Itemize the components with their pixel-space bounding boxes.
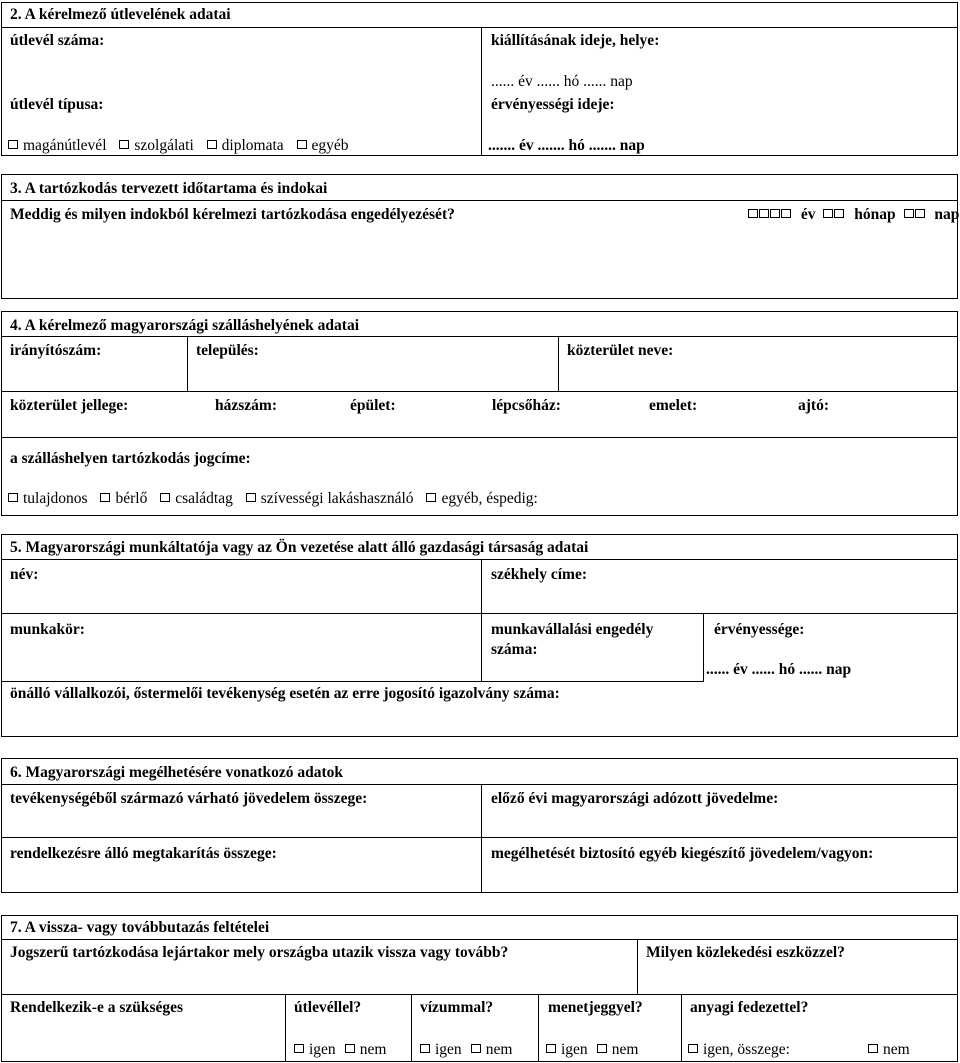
duration-question: Meddig és milyen indokból kérelmezi tartózkodása engedélyezését?	[10, 206, 455, 223]
checkbox-icon[interactable]	[119, 140, 129, 149]
savings-label: rendelkezésre álló megtakarítás összege:	[10, 845, 277, 862]
section-2-column-divider	[481, 27, 482, 155]
day-label: nap	[934, 206, 960, 223]
address-row-divider	[1, 391, 958, 392]
checkbox-icon[interactable]	[688, 1044, 698, 1053]
digit-box-icon[interactable]	[770, 209, 780, 218]
passport-no-option[interactable]	[345, 1041, 387, 1058]
year-label: év	[800, 206, 816, 223]
checkbox-icon[interactable]	[207, 140, 217, 149]
option-label: magánútlevél	[23, 137, 107, 154]
checkbox-icon[interactable]	[8, 140, 18, 149]
no-label: nem	[883, 1041, 910, 1058]
no-label: nem	[485, 1041, 513, 1058]
ticket-no-option[interactable]	[597, 1041, 639, 1058]
visa-no-option[interactable]	[471, 1041, 513, 1058]
yes-label: igen	[309, 1041, 336, 1058]
option-label: bérlő	[115, 490, 148, 507]
staircase-label: lépcsőház:	[492, 397, 561, 414]
ticket-yes-option[interactable]	[546, 1041, 588, 1058]
checkbox-icon[interactable]	[471, 1044, 481, 1053]
section-7-title-divider	[1, 939, 958, 940]
validity-label: érvényességi ideje:	[491, 96, 615, 113]
funds-no-option[interactable]	[868, 1041, 910, 1059]
digit-box-icon[interactable]	[904, 209, 914, 218]
section-5-box	[1, 534, 958, 737]
month-label: hónap	[854, 206, 896, 223]
house-number-label: házszám:	[215, 397, 277, 414]
position-row-divider	[1, 681, 704, 682]
checkbox-icon[interactable]	[868, 1044, 878, 1053]
requirement-divider-4	[681, 994, 682, 1062]
digit-box-icon[interactable]	[748, 209, 758, 218]
checkbox-icon[interactable]	[420, 1044, 430, 1053]
ticket-requirement-label: menetjeggyel?	[548, 999, 643, 1016]
section-4-title-divider	[1, 336, 958, 337]
checkbox-icon[interactable]	[100, 493, 110, 502]
checkbox-icon[interactable]	[345, 1044, 355, 1053]
requirement-divider-3	[538, 994, 539, 1062]
option-label: tulajdonos	[23, 490, 88, 507]
floor-label: emelet:	[649, 397, 698, 414]
passport-yes-no	[294, 1041, 386, 1059]
legal-basis-options	[8, 490, 547, 508]
issue-date-placeholder: ...... év ...... hó ...... nap	[491, 73, 633, 90]
checkbox-icon[interactable]	[426, 493, 436, 502]
door-label: ajtó:	[798, 397, 829, 414]
street-name-label: közterület neve:	[567, 342, 674, 359]
previous-year-income-label: előző évi magyarországi adózott jövedelme:	[491, 790, 779, 807]
section-6-title: 6. Magyarországi megélhetésére vonatkozó adatok	[10, 764, 344, 781]
digit-box-icon[interactable]	[781, 209, 791, 218]
employer-seat-label: székhely címe:	[491, 566, 587, 583]
checkbox-icon[interactable]	[160, 493, 170, 502]
street-type-row-divider	[1, 437, 958, 438]
section-3-title: 3. A tartózkodás tervezett időtartama és indokai	[10, 180, 328, 197]
section-5-title: 5. Magyarországi munkáltatója vagy az Ön vezetése alatt álló gazdasági társaság adatai	[10, 539, 589, 556]
option-private-passport[interactable]	[8, 137, 107, 154]
permit-validity-label: érvényessége:	[714, 621, 805, 638]
issue-label: kiállításának ideje, helye:	[491, 32, 660, 49]
requirement-divider-2	[411, 994, 412, 1062]
city-label: település:	[196, 342, 259, 359]
day-boxes[interactable]	[904, 206, 926, 223]
option-diplomatic-passport[interactable]	[207, 137, 284, 154]
option-family-member[interactable]	[160, 490, 233, 507]
checkbox-icon[interactable]	[246, 493, 256, 502]
month-boxes[interactable]	[823, 206, 845, 223]
checkbox-icon[interactable]	[8, 493, 18, 502]
option-service-passport[interactable]	[119, 137, 193, 154]
entrepreneur-license-label: önálló vállalkozói, őstermelői tevékenység esetén az erre jogosító igazolvány száma:	[10, 685, 560, 702]
transport-question: Milyen közlekedési eszközzel?	[646, 944, 845, 961]
passport-type-label: útlevél típusa:	[10, 96, 104, 113]
validity-date-placeholder: ....... év ....... hó ....... nap	[488, 137, 645, 154]
building-label: épület:	[350, 397, 396, 414]
checkbox-icon[interactable]	[297, 140, 307, 149]
legal-basis-label: a szálláshelyen tartózkodás jogcíme:	[10, 450, 251, 467]
permit-validity-divider	[703, 613, 704, 681]
destination-row-divider	[1, 994, 958, 995]
other-income-label: megélhetését biztosító egyéb kiegészítő jövedelem/vagyon:	[491, 845, 874, 862]
option-label: diplomata	[221, 137, 284, 154]
expected-income-label: tevékenységéből származó várható jövedelem összege:	[10, 790, 368, 807]
section-7-title: 7. A vissza- vagy továbbutazás feltételei	[10, 919, 270, 936]
yes-amount-label: igen, összege:	[703, 1041, 790, 1058]
option-other-passport[interactable]	[297, 137, 349, 154]
option-label: egyéb, éspedig:	[441, 490, 538, 507]
section-2-title-divider	[1, 27, 958, 28]
work-permit-label-line1: munkavállalási engedély	[491, 621, 654, 638]
option-label: szolgálati	[134, 137, 194, 154]
passport-yes-option[interactable]	[294, 1041, 336, 1058]
employer-name-label: név:	[10, 566, 39, 583]
passport-requirement-label: útlevéllel?	[294, 999, 362, 1016]
checkbox-icon[interactable]	[597, 1044, 607, 1053]
name-seat-divider	[481, 559, 482, 681]
digit-box-icon[interactable]	[759, 209, 769, 218]
zip-label: irányítószám:	[10, 342, 102, 359]
checkbox-icon[interactable]	[294, 1044, 304, 1053]
checkbox-icon[interactable]	[546, 1044, 556, 1053]
city-street-divider	[558, 336, 559, 391]
option-label: családtag	[175, 490, 233, 507]
employer-row-divider	[1, 613, 958, 614]
permit-validity-date-placeholder: ...... év ...... hó ...... nap	[706, 661, 852, 678]
option-other[interactable]	[426, 490, 537, 507]
ticket-yes-no	[546, 1041, 638, 1059]
option-tenant[interactable]	[100, 490, 147, 507]
passport-type-options	[8, 137, 358, 155]
zip-city-divider	[187, 336, 188, 391]
job-position-label: munkakör:	[10, 621, 85, 638]
work-permit-label-line2: száma:	[491, 641, 538, 658]
funds-requirement-label: anyagi fedezettel?	[690, 999, 809, 1016]
section-4-title: 4. A kérelmező magyarországi szálláshelyének adatai	[10, 317, 359, 334]
no-label: nem	[611, 1041, 639, 1058]
section-6-column-divider	[481, 784, 482, 892]
no-label: nem	[359, 1041, 387, 1058]
yes-label: igen	[561, 1041, 588, 1058]
option-owner[interactable]	[8, 490, 88, 507]
destination-question: Jogszerű tartózkodása lejártakor mely országba utazik vissza vagy tovább?	[10, 944, 509, 961]
visa-requirement-label: vízummal?	[420, 999, 494, 1016]
section-3-title-divider	[1, 200, 958, 201]
passport-number-label: útlevél száma:	[10, 32, 105, 49]
option-favor-use[interactable]	[246, 490, 414, 507]
year-boxes[interactable]	[748, 206, 792, 223]
yes-label: igen	[435, 1041, 462, 1058]
option-label: szívességi lakáshasználó	[260, 490, 414, 507]
funds-yes-option[interactable]	[688, 1041, 790, 1059]
digit-box-icon[interactable]	[915, 209, 925, 218]
destination-transport-divider	[637, 939, 638, 994]
section-2-title: 2. A kérelmező útlevelének adatai	[10, 6, 231, 23]
visa-yes-no	[420, 1041, 512, 1059]
section-2-box	[1, 2, 958, 156]
section-7-box	[1, 915, 958, 1062]
duration-fields	[748, 206, 959, 224]
option-label: egyéb	[311, 137, 349, 154]
section-5-title-divider	[1, 559, 958, 560]
requirements-label: Rendelkezik-e a szükséges	[10, 999, 184, 1016]
visa-yes-option[interactable]	[420, 1041, 462, 1058]
digit-box-icon[interactable]	[823, 209, 833, 218]
section-6-title-divider	[1, 784, 958, 785]
digit-box-icon[interactable]	[834, 209, 844, 218]
income-row-divider	[1, 837, 958, 838]
requirement-divider-1	[285, 994, 286, 1062]
street-type-label: közterület jellege:	[10, 397, 129, 414]
